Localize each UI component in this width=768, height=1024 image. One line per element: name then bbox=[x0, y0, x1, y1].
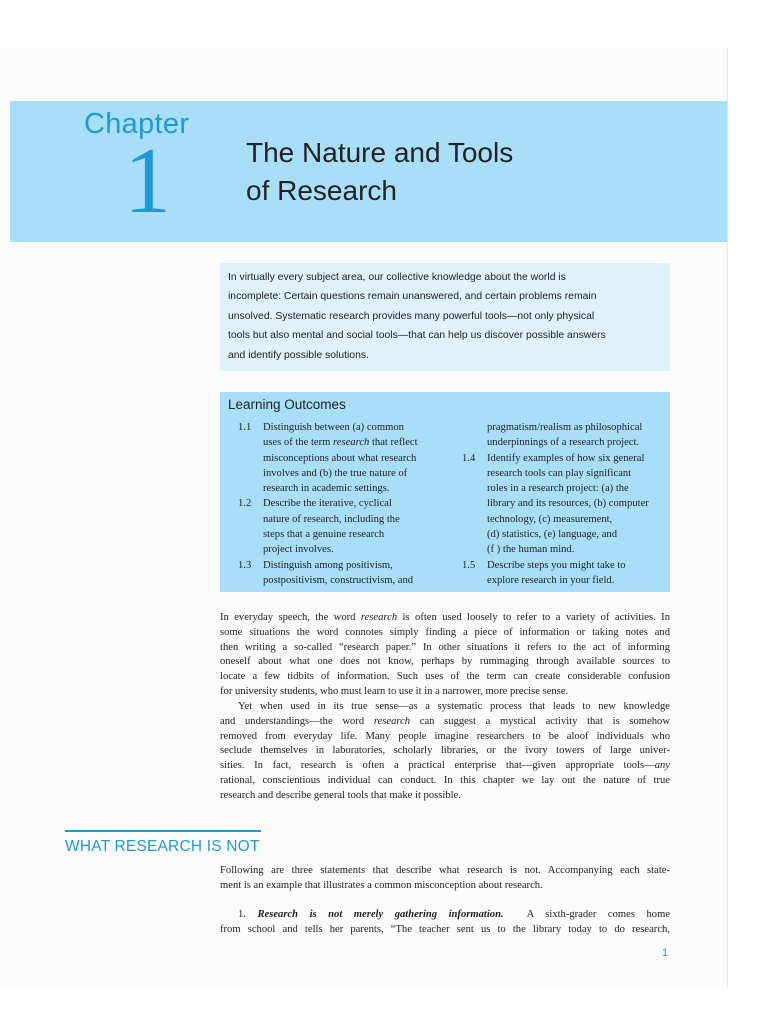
body-line: ment is an example that illustrates a common misconception about research. bbox=[220, 879, 543, 891]
outcome-line: library and its resources, (b) computer bbox=[487, 498, 649, 510]
body-line: seclude themselves in laboratories, scholarly libraries, or the ivory towers of large univer- bbox=[220, 745, 670, 757]
outcomes-right-column bbox=[462, 420, 667, 588]
body-line: some situations the word connotes simply finding a piece of information or taking notes and bbox=[220, 626, 670, 638]
outcome-line: misconceptions about what research bbox=[263, 452, 417, 464]
item-number: 1. bbox=[238, 909, 246, 920]
body-line: rational, conscientious individual can conduct. In this chapter we lay out the nature of true bbox=[220, 774, 670, 786]
outcome-item bbox=[462, 451, 667, 558]
outcome-number: 1.5 bbox=[462, 559, 476, 571]
body-line: removed from everyday life. Many people imagine researchers to be aloof individuals who bbox=[220, 730, 670, 742]
chapter-number: 1 bbox=[124, 129, 171, 233]
section-heading: WHAT RESEARCH IS NOT bbox=[65, 838, 260, 855]
intro-line: In virtually every subject area, our collective knowledge about the world is bbox=[228, 272, 566, 283]
outcome-line: nature of research, including the bbox=[263, 513, 400, 525]
body-line bbox=[220, 908, 670, 923]
chapter-title-line: The Nature and Tools bbox=[246, 137, 514, 168]
outcome-line: (f ) the human mind. bbox=[487, 544, 575, 556]
body-line: locate a few tidbits of information. Such uses of the term can create considerable confusion bbox=[220, 671, 670, 683]
outcome-line: steps that a genuine research bbox=[263, 529, 385, 541]
outcome-line: Distinguish among positivism, bbox=[263, 559, 393, 571]
section-rule bbox=[65, 830, 261, 832]
body-paragraph-1 bbox=[220, 611, 670, 700]
chapter-title-line: of Research bbox=[246, 175, 397, 206]
outcome-line: pragmatism/realism as philosophical bbox=[487, 422, 643, 433]
body-line: and understandings—the word research can suggest a mystical activity that is somehow bbox=[220, 715, 670, 727]
intro-line: incomplete: Certain questions remain unanswered, and certain problems remain bbox=[228, 291, 597, 303]
outcome-line: Distinguish between (a) common bbox=[263, 422, 404, 433]
outcomes-left-column bbox=[238, 420, 453, 588]
body-line: Yet when used in its true sense—as a systematic process that leads to new knowledge bbox=[238, 701, 670, 712]
outcome-line: Identify examples of how six general bbox=[487, 452, 645, 464]
outcome-number: 1.3 bbox=[238, 559, 252, 571]
body-line: oneself about what one does not know, perhaps by rummaging through available sources to bbox=[220, 656, 670, 668]
body-paragraph-2 bbox=[220, 700, 670, 804]
item-text: A sixth-grader comes home bbox=[526, 909, 671, 920]
item-bold-heading: Research is not merely gathering information. bbox=[257, 909, 504, 920]
chapter-title bbox=[246, 134, 513, 210]
outcome-line: underpinnings of a research project. bbox=[487, 437, 640, 449]
outcome-line: technology, (c) measurement, bbox=[487, 513, 613, 525]
outcome-item bbox=[462, 558, 667, 589]
outcome-line: Describe steps you might take to bbox=[487, 559, 626, 571]
intro-line: and identify possible solutions. bbox=[228, 349, 369, 361]
outcome-line: roles in a research project: (a) the bbox=[487, 483, 629, 495]
outcome-item bbox=[238, 420, 453, 496]
body-line: for university students, who must learn to use it in a narrower, more precise sense. bbox=[220, 685, 569, 697]
intro-line: tools but also mental and social tools—that can help us discover possible answers bbox=[228, 330, 606, 342]
outcome-item bbox=[238, 496, 453, 557]
intro-summary-box bbox=[220, 263, 670, 371]
page-number: 1 bbox=[662, 947, 669, 959]
body-line: In everyday speech, the word research is often used loosely to refer to a variety of activities. In bbox=[220, 612, 671, 623]
outcome-line: (d) statistics, (e) language, and bbox=[487, 529, 618, 541]
outcome-line: involves and (b) the true nature of bbox=[263, 467, 408, 479]
outcome-line: research tools can play significant bbox=[487, 467, 632, 479]
outcome-line: uses of the term research that reflect bbox=[263, 437, 418, 449]
body-line: then writing a so-called “research paper.” In other situations it refers to the act of informing bbox=[220, 641, 670, 653]
outcome-number: 1.1 bbox=[238, 422, 252, 433]
learning-outcomes-box bbox=[220, 392, 670, 592]
intro-line: unsolved. Systematic research provides many powerful tools—not only physical bbox=[228, 310, 595, 322]
outcome-number: 1.4 bbox=[462, 452, 476, 464]
outcome-line: explore research in your field. bbox=[487, 574, 615, 586]
outcome-number: 1.2 bbox=[238, 498, 252, 510]
chapter-label: Chapter bbox=[84, 108, 190, 140]
body-line: research and describe general tools that make it possible. bbox=[220, 789, 461, 801]
body-line: from school and tells her parents, “The teacher sent us to the library today to do research, bbox=[220, 923, 670, 935]
body-line: sities. In fact, research is often a practical enterprise that—given appropriate tools—any bbox=[220, 760, 670, 772]
outcome-line: project involves. bbox=[263, 544, 334, 556]
outcome-line: Describe the iterative, cyclical bbox=[263, 498, 392, 510]
section-paragraph bbox=[220, 864, 670, 894]
outcome-line: postpositivism, constructivism, and bbox=[263, 574, 414, 586]
outcome-line: research in academic settings. bbox=[263, 483, 390, 495]
learning-outcomes-title: Learning Outcomes bbox=[228, 397, 346, 412]
section-item-1 bbox=[220, 908, 670, 938]
body-line: Following are three statements that describe what research is not. Accompanying each state- bbox=[220, 865, 670, 876]
outcome-continuation bbox=[462, 420, 667, 451]
outcome-item bbox=[238, 558, 453, 589]
